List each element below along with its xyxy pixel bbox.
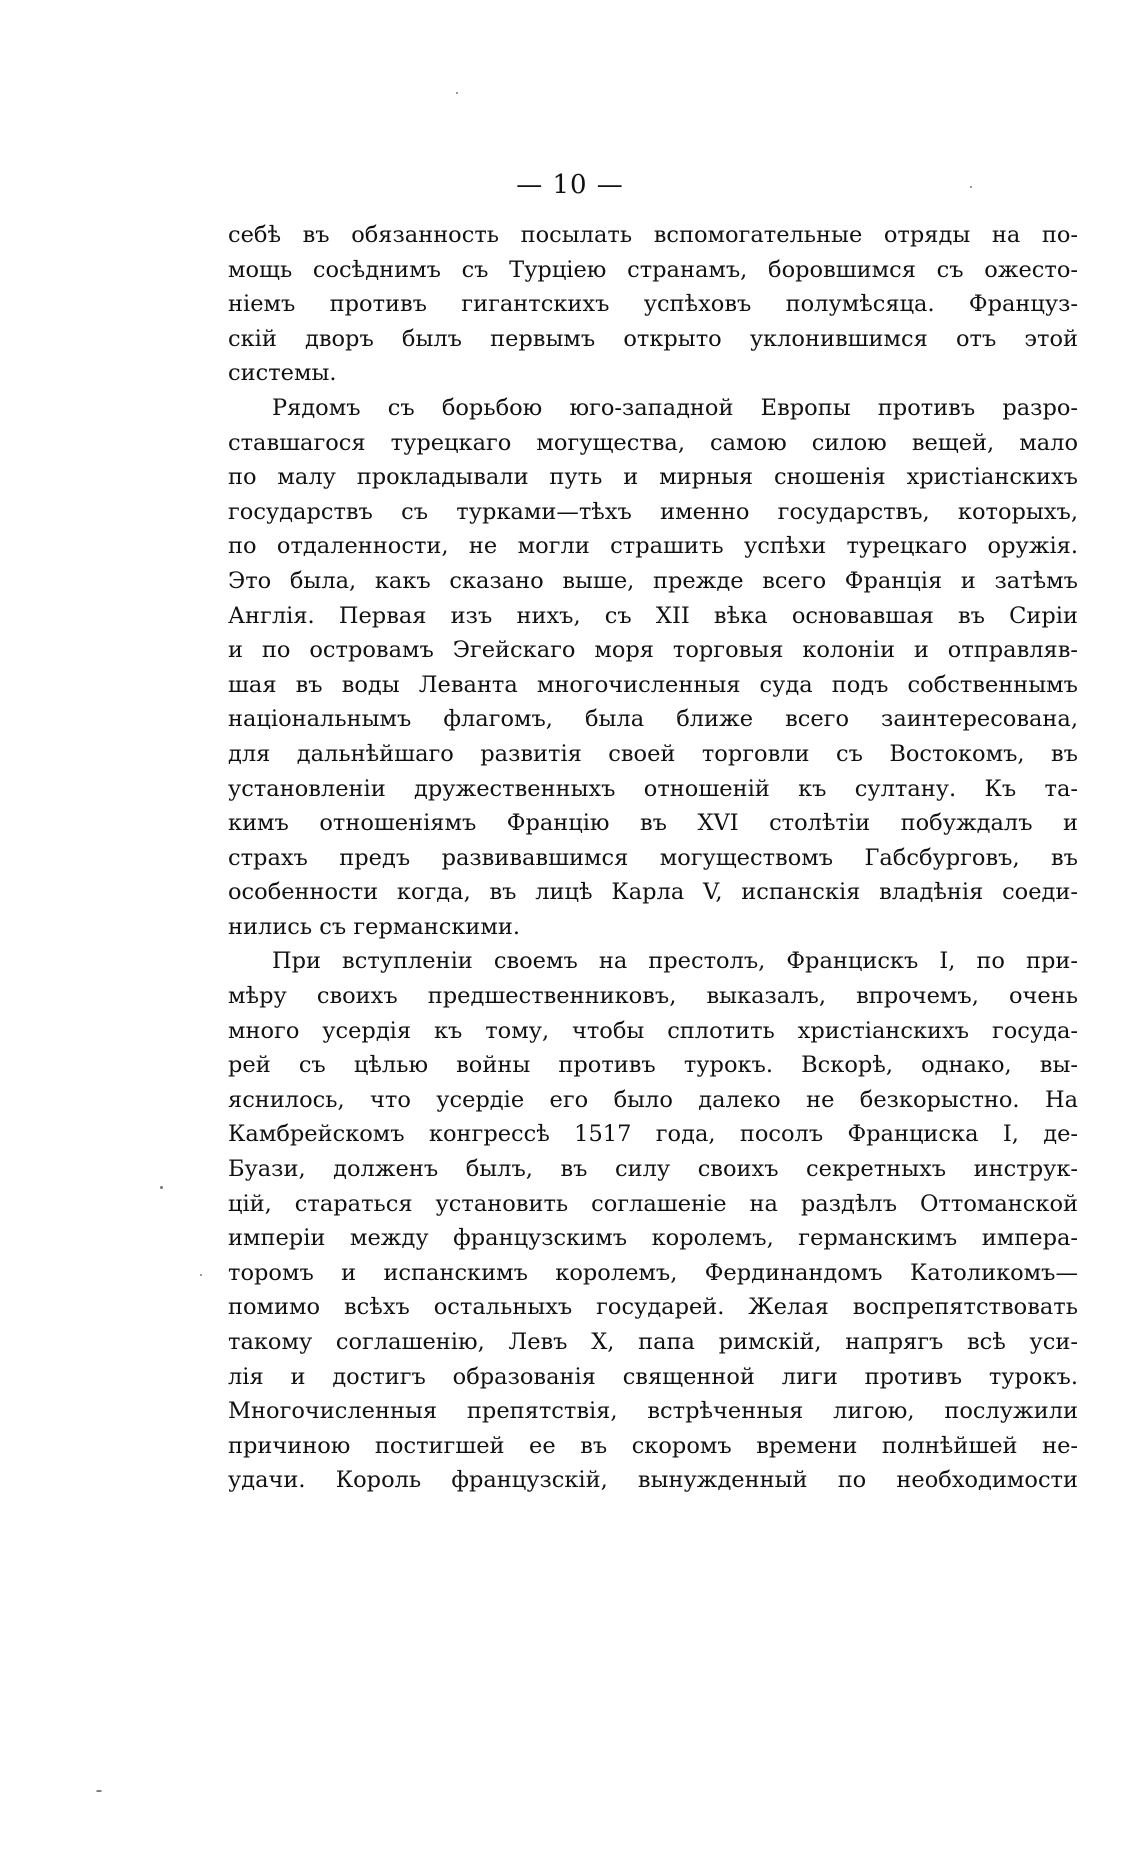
- text-line: причиною постигшей ее въ скоромъ времени полнѣйшей не-: [228, 1432, 1078, 1459]
- text-line: Камбрейскомъ конгрессѣ 1517 года, посолъ Франциска I, де-: [228, 1121, 1078, 1148]
- text-line: національнымъ флагомъ, была ближе всего заинтересована,: [228, 706, 1078, 733]
- paragraph-start-line: Рядомъ съ борьбою юго-западной Европы противъ разро-: [272, 394, 1078, 421]
- scan-speck: [200, 1274, 202, 1276]
- text-line: имперіи между французскимъ королемъ, германскимъ импера-: [228, 1225, 1078, 1252]
- paragraph-start-line: При вступленіи своемъ на престолъ, Францискъ I, по при-: [272, 948, 1078, 975]
- text-line: ставшагося турецкаго могущества, самою силою вещей, мало: [228, 429, 1078, 456]
- text-line: и по островамъ Эгейскаго моря торговыя колоніи и отправляв-: [228, 637, 1078, 664]
- body-text: [228, 218, 1078, 1498]
- text-line: Многочисленныя препятствія, встрѣченныя лигою, послужили: [228, 1398, 1078, 1425]
- text-line: такому соглашенію, Левъ X, папа римскій, напрягъ всѣ уси-: [228, 1329, 1078, 1355]
- text-line: нились съ германскими.: [228, 913, 521, 940]
- scan-speck: [456, 92, 458, 94]
- text-line: мѣру своихъ предшественниковъ, выказалъ, впрочемъ, очень: [228, 983, 1078, 1010]
- text-line: мощь сосѣднимъ съ Турціею странамъ, боровшимся съ ожесто-: [228, 256, 1078, 283]
- text-line: лія и достигъ образованія священной лиги противъ турокъ.: [228, 1363, 1078, 1390]
- text-line: страхъ предъ развивавшимся могуществомъ Габсбурговъ, въ: [228, 844, 1078, 871]
- scan-speck: [96, 1790, 102, 1792]
- text-line: по малу прокладывали путь и мирныя сношенія христіанскихъ: [228, 464, 1078, 491]
- text-line: Англія. Первая изъ нихъ, съ XII вѣка основавшая въ Сиріи: [228, 602, 1078, 629]
- text-line: себѣ въ обязанность посылать вспомогательные отряды на по-: [228, 222, 1078, 248]
- text-line: яснилось, что усердіе его было далеко не безкорыстно. На: [228, 1086, 1078, 1113]
- text-line: кимъ отношеніямъ Францію въ XVI столѣтіи побуждалъ и: [228, 810, 1078, 837]
- text-line: шая въ воды Леванта многочисленныя суда подъ собственнымъ: [228, 671, 1078, 698]
- text-line: для дальнѣйшаго развитія своей торговли съ Востокомъ, въ: [228, 740, 1078, 767]
- text-line: особенности когда, въ лицѣ Карла V, испанскія владѣнія соеди-: [228, 879, 1078, 906]
- page-number: — 10 —: [516, 170, 624, 200]
- text-line: системы.: [228, 360, 337, 387]
- text-line: установленіи дружественныхъ отношеній къ султану. Къ та-: [228, 775, 1078, 802]
- text-line: скій дворъ былъ первымъ открыто уклонившимся отъ этой: [228, 325, 1078, 352]
- text-line: удачи. Король французскій, вынужденный по необходимости: [228, 1467, 1078, 1494]
- text-line: помимо всѣхъ остальныхъ государей. Желая воспрепятствовать: [228, 1294, 1078, 1321]
- text-line: ніемъ противъ гигантскихъ успѣховъ полумѣсяца. Француз-: [228, 291, 1078, 318]
- text-line: торомъ и испанскимъ королемъ, Фердинандомъ Католикомъ—: [228, 1259, 1078, 1286]
- text-line: рей съ цѣлью войны противъ турокъ. Вскорѣ, однако, вы-: [228, 1052, 1078, 1079]
- text-line: много усердія къ тому, чтобы сплотить христіанскихъ госуда-: [228, 1017, 1078, 1044]
- text-line: цій, стараться установить соглашеніе на раздѣлъ Оттоманской: [228, 1190, 1078, 1217]
- text-line: Это была, какъ сказано выше, прежде всего Франція и затѣмъ: [228, 567, 1078, 594]
- scan-speck: [160, 1186, 163, 1189]
- text-line: Буази, долженъ былъ, въ силу своихъ секретныхъ инструк-: [228, 1156, 1078, 1183]
- scan-speck: [970, 186, 972, 188]
- text-line: по отдаленности, не могли страшить успѣхи турецкаго оружія.: [228, 533, 1078, 560]
- text-line: государствъ съ турками—тѣхъ именно государствъ, которыхъ,: [228, 498, 1078, 525]
